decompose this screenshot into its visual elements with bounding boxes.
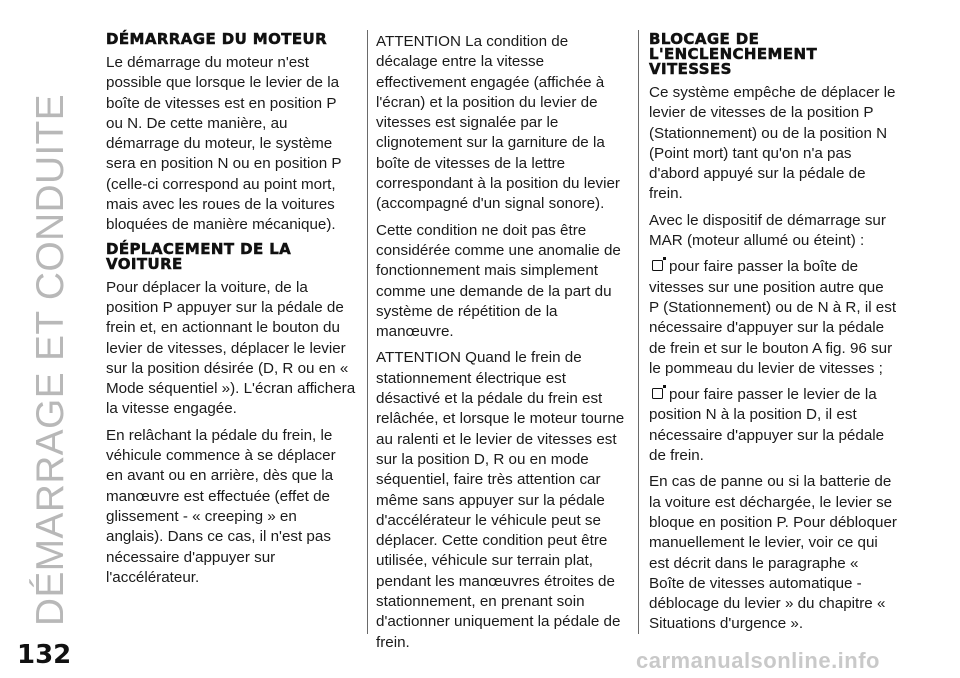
- text-column-3: [649, 32, 897, 641]
- section-heading: DÉPLACEMENT DE LA VOITURE: [106, 239, 292, 273]
- body-paragraph: ATTENTION La condition de décalage entre la vitesse effectivement engagée (affichée à l'écran) et la position du levier de vitesses est signalée par le clignotement sur la garniture de la boîte de vitesses de la lettre correspondant à la position du levier (accompagné d'un signal sonore).: [376, 33, 620, 213]
- text-column-2: [376, 32, 630, 659]
- chapter-side-title: [16, 26, 86, 626]
- checkbox-bullet-icon: [652, 388, 663, 399]
- body-paragraph: Cette condition ne doit pas être considérée comme une anomalie de fonctionnement mais simplement comme une demande de la part du système de répétition de la manœuvre.: [376, 221, 621, 341]
- page-number: 132: [17, 640, 72, 670]
- watermark: carmanualsonline.info: [636, 648, 880, 673]
- bullet-item: [649, 385, 897, 466]
- bullet-item: [649, 257, 897, 379]
- bullet-text: pour faire passer la boîte de vitesses sur une position autre que P (Stationnement) ou de N à R, il est nécessaire d'appuyer sur la pédale de frein et sur le bouton A fig. 96 sur le pommeau du levier de vitesses ;: [649, 258, 897, 377]
- body-paragraph: Le démarrage du moteur n'est possible que lorsque le levier de la boîte de vitesses est en position P ou N. De cette manière, au démarrage du moteur, le système sera en position N ou en position P (celle-ci correspond au point mort, mais avec les roues de la voitures bloquées de manière mécanique).: [106, 54, 342, 234]
- body-paragraph: Ce système empêche de déplacer le levier de vitesses de la position P (Stationnement) ou de la position N (Point mort) tant qu'on n'a pas d'abord appuyé sur la pédale de frein.: [649, 84, 896, 203]
- column-divider-2: [638, 30, 639, 634]
- chapter-title-text: DÉMARRAGE ET CONDUITE: [29, 93, 72, 626]
- body-paragraph: ATTENTION Quand le frein de stationnement électrique est désactivé et la pédale du frein est relâchée, et lorsque le moteur tourne au ralenti et le levier de vitesses est sur la position D, R ou en mode séquentiel, faire très attention car même sans appuyer sur la pédale d'accélérateur le véhicule peut se déplacer. Cette condition peut être utilisée, véhicule sur terrain plat, pendant les manœuvres étroites de stationnement, en prenant soin d'actionner uniquement la pédale de frein.: [376, 349, 625, 651]
- body-paragraph: En relâchant la pédale du frein, le véhicule commence à se déplacer en avant ou en arrière, dès que la manœuvre est effectuée (effet de glissement - « creeping » en anglais). Dans ce cas, il n'est pas nécessaire d'appuyer sur l'accélérateur.: [106, 426, 336, 586]
- section-heading: BLOCAGE DE L'ENCLENCHEMENT VITESSES: [649, 30, 818, 78]
- column-divider-1: [367, 30, 368, 634]
- bullet-text: pour faire passer le levier de la position N à la position D, il est nécessaire d'appuyer sur la pédale de frein.: [649, 386, 885, 465]
- section-heading: DÉMARRAGE DU MOTEUR: [106, 30, 328, 48]
- body-paragraph: Pour déplacer la voiture, de la position P appuyer sur la pédale de frein et, en actionnant le bouton du levier de vitesses, déplacer le levier sur la position désirée (D, R ou en « Mode séquentiel »). L'écran affichera la vitesse engagée.: [106, 278, 356, 418]
- body-paragraph: Avec le dispositif de démarrage sur MAR (moteur allumé ou éteint) :: [649, 211, 886, 250]
- body-paragraph: En cas de panne ou si la batterie de la voiture est déchargée, le levier se bloque en position P. Pour débloquer manuellement le levier, voir ce qui est décrit dans le paragraphe « Boîte de vitesses automatique - déblocage du levier » du chapitre « Situations d'urgence ».: [649, 473, 897, 633]
- text-column-1: [106, 32, 356, 594]
- checkbox-bullet-icon: [652, 260, 663, 271]
